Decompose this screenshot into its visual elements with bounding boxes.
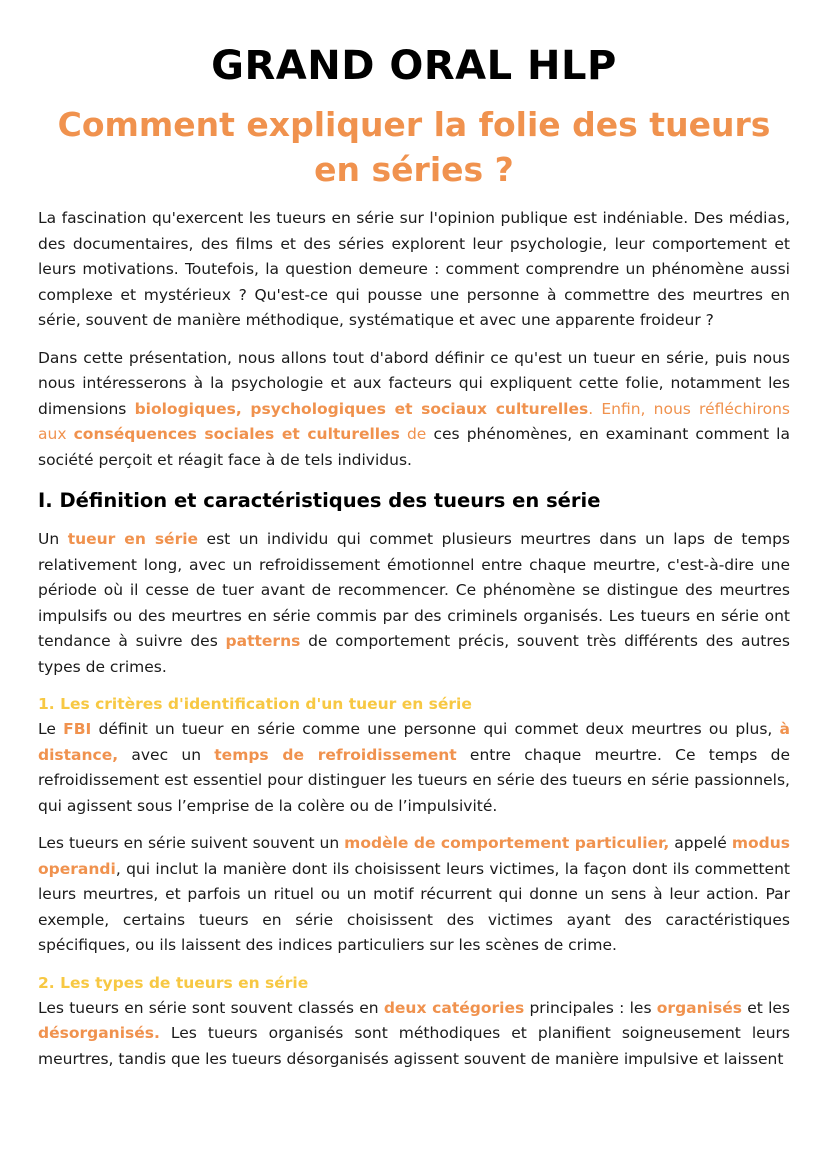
sub2-p1-b: principales : les <box>524 998 657 1017</box>
s1-text-c: de comportement précis, souvent très différents des autres types de crimes. <box>38 632 790 676</box>
highlight-temps-refroidissement: temps de refroidissement <box>214 745 457 764</box>
s1-text-a: Un <box>38 530 68 548</box>
subsection-1-paragraph-1 <box>38 717 790 819</box>
intro-paragraph-2 <box>38 346 790 474</box>
highlight-desorganises: désorganisés. <box>38 1024 160 1042</box>
highlight-modus-operandi: modus operandi <box>38 834 790 878</box>
sub2-p1-c: et les <box>741 998 790 1017</box>
section-1-heading: I. Définition et caractéristiques des tueurs en série <box>38 489 601 512</box>
sub1-p1-b: définit un tueur en série comme une personne qui commet deux meurtres ou plus, <box>91 720 780 738</box>
highlight-deux-categories: deux catégories <box>383 998 525 1017</box>
intro-p2-text-c: de <box>399 425 427 443</box>
intro-p2-text-a: Dans cette présentation, nous allons tout d'abord définir ce qu'est un tueur en série, puis nous nous intéresserons à la psychologie et aux facteurs qui expliquent cette folie, notamment les dimensions <box>38 348 790 418</box>
sub1-p1-c: avec un <box>118 745 215 764</box>
sub1-p2-b: appelé <box>669 834 732 852</box>
sub1-p2-c: , qui inclut la manière dont ils choisissent leurs victimes, la façon dont ils commettent leurs meurtres, et parfois un rituel ou un motif récurrent qui donne un sens à leur action. Par exemple, certains tueurs en série choisissent des victimes ayant des caractéristiques spécifiques, ou ils laissent des indices particuliers sur les scènes de crime. <box>38 859 790 954</box>
s1-text-b: est un individu qui commet plusieurs meurtres dans un laps de temps relativement long, avec un refroidissement émotionnel entre chaque meurtre, c'est-à-dire une période où il cesse de tuer avant de recommencer. Ce phénomène se distingue des meurtres impulsifs ou des meurtres en série commis par des criminels organisés. Les tueurs en série ont tendance à suivre des <box>38 530 791 650</box>
highlight-organises: organisés <box>656 998 742 1017</box>
highlight-a-distance: à distance, <box>38 720 790 764</box>
subsection-1-heading: 1. Les critères d'identification d'un tueur en série <box>38 695 472 713</box>
highlight-modele-comportement: modèle de comportement particulier, <box>344 834 670 852</box>
intro-p2-text-d: ces phénomènes, en examinant comment la société perçoit et réagit face à de tels individus. <box>38 425 790 469</box>
sub1-p1-d: entre chaque meurtre. Ce temps de refroidissement est essentiel pour distinguer les tueurs en série des tueurs en série passionnels, qui agissent sous l’emprise de la colère ou de l’impulsivité. <box>38 745 790 815</box>
document-page <box>38 40 790 1084</box>
document-title: GRAND ORAL HLP <box>211 43 617 89</box>
sub2-p1-d: Les tueurs organisés sont méthodiques et planifient soigneusement leurs meurtres, tandis que les tueurs désorganisés agissent souvent de manière impulsive et laissent <box>38 1024 790 1068</box>
sub2-p1-a: Les tueurs en série sont souvent classés en <box>38 998 384 1017</box>
document-subtitle: Comment expliquer la folie des tueurs en séries ? <box>57 105 771 189</box>
highlight-patterns: patterns <box>225 632 301 650</box>
highlight-fbi: FBI <box>63 720 92 738</box>
intro-p2-text-b: . Enfin, nous réfléchirons aux <box>38 399 790 443</box>
subsection-2-heading: 2. Les types de tueurs en série <box>38 973 309 992</box>
section-1-paragraph <box>38 527 790 680</box>
highlight-consequences: conséquences sociales et culturelles <box>73 425 400 443</box>
highlight-dimensions: biologiques, psychologiques et sociaux culturelles <box>134 399 589 418</box>
subsection-2 <box>38 971 790 1073</box>
sub1-p1-a: Le <box>38 720 64 738</box>
subsection-2-paragraph-1 <box>38 996 790 1073</box>
subsection-1 <box>38 692 790 819</box>
highlight-tueur-en-serie: tueur en série <box>67 530 199 548</box>
sub1-p2-a: Les tueurs en série suivent souvent un <box>38 834 345 852</box>
intro-p1-text: La fascination qu'exercent les tueurs en série sur l'opinion publique est indéniable. Des médias, des documentaires, des films et des séries explorent leur psychologie, leur comportement et leurs motivations. Toutefois, la question demeure : comment comprendre un phénomène aussi complexe et mystérieux ? Qu'est-ce qui pousse une personne à commettre des meurtres en série, souvent de manière méthodique, systématique et avec une apparente froideur ? <box>38 209 790 329</box>
intro-paragraph-1 <box>38 206 790 334</box>
subsection-1-paragraph-2 <box>38 831 790 959</box>
